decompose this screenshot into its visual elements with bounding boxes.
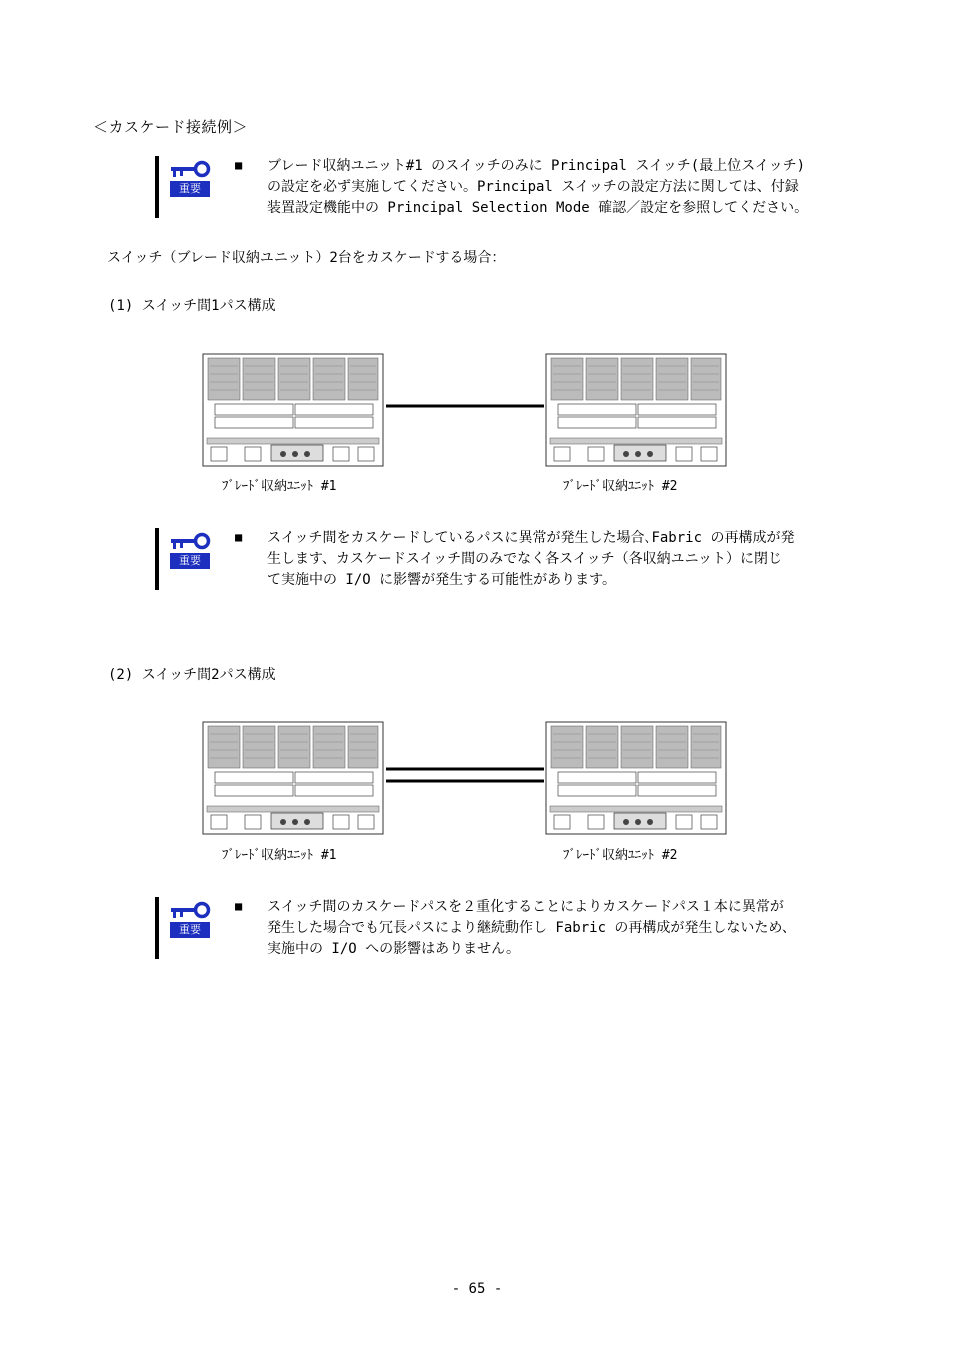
notice-line: の設定を必ず実施してください。Principal スイッチの設定方法に関しては、付録: [267, 179, 799, 195]
page-number: - 65 -: [451, 1281, 503, 1297]
notice-line: 発生した場合でも冗長パスにより継続動作し Fabric の再構成が発生しないため、: [267, 920, 796, 936]
notice-line: ブレード収納ユニット#1 のスイッチのみに Principal スイッチ(最上位スイッチ): [267, 158, 806, 174]
diagram-dual-path: [200, 718, 730, 838]
notice-bar: [155, 528, 159, 590]
important-key-icon: [170, 160, 212, 198]
unit-label-1: ﾌﾞﾚｰﾄﾞ収納ﾕﾆｯﾄ #1: [222, 479, 337, 494]
important-key-icon: [170, 901, 212, 939]
important-notice-2: [155, 528, 875, 592]
notice-line: 生します、カスケードスイッチ間のみでなく各スイッチ（各収納ユニット）に閉じ: [267, 551, 783, 567]
notice-line: スイッチ間をカスケードしているパスに異常が発生した場合､Fabric の再構成が発: [267, 530, 795, 546]
important-badge: 重要: [170, 181, 210, 197]
notice-bar: [155, 897, 159, 959]
important-notice-1: [155, 156, 875, 220]
important-key-icon: [170, 532, 212, 570]
unit-label-1: ﾌﾞﾚｰﾄﾞ収納ﾕﾆｯﾄ #1: [222, 848, 337, 863]
blade-enclosure-2: [546, 722, 726, 834]
notice-text: [267, 897, 867, 960]
notice-line: 装置設定機能中の Principal Selection Mode 確認／設定を参照してください。: [267, 200, 809, 216]
unit-label-2: ﾌﾞﾚｰﾄﾞ収納ﾕﾆｯﾄ #2: [563, 848, 678, 863]
important-badge: 重要: [170, 922, 210, 938]
unit-label-2: ﾌﾞﾚｰﾄﾞ収納ﾕﾆｯﾄ #2: [563, 479, 678, 494]
blade-enclosure-1: [203, 354, 383, 466]
notice-bullet: ■: [235, 899, 243, 913]
section-title-2: (2) スイッチ間2パス構成: [108, 667, 276, 683]
notice-line: 実施中の I/O への影響はありません。: [267, 941, 520, 957]
intro-text: スイッチ（ブレード収納ユニット）2台をカスケードする場合：: [107, 250, 506, 266]
diagram-single-path: [200, 350, 730, 470]
section-title-1: (1) スイッチ間1パス構成: [108, 298, 276, 314]
notice-text: [267, 156, 867, 219]
important-badge: 重要: [170, 553, 210, 569]
blade-enclosure-1: [203, 722, 383, 834]
cascade-diagram-1: [200, 350, 730, 470]
section-heading: ＜カスケード接続例＞: [93, 118, 249, 136]
notice-line: スイッチ間のカスケードパスを２重化することによりカスケードパス１本に異常が: [267, 899, 784, 915]
important-notice-3: [155, 897, 875, 961]
notice-bullet: ■: [235, 158, 243, 172]
notice-line: て実施中の I/O に影響が発生する可能性があります。: [267, 572, 617, 588]
cascade-diagram-2: [200, 718, 730, 838]
notice-bar: [155, 156, 159, 218]
blade-enclosure-2: [546, 354, 726, 466]
notice-text: [267, 528, 867, 591]
notice-bullet: ■: [235, 530, 243, 544]
